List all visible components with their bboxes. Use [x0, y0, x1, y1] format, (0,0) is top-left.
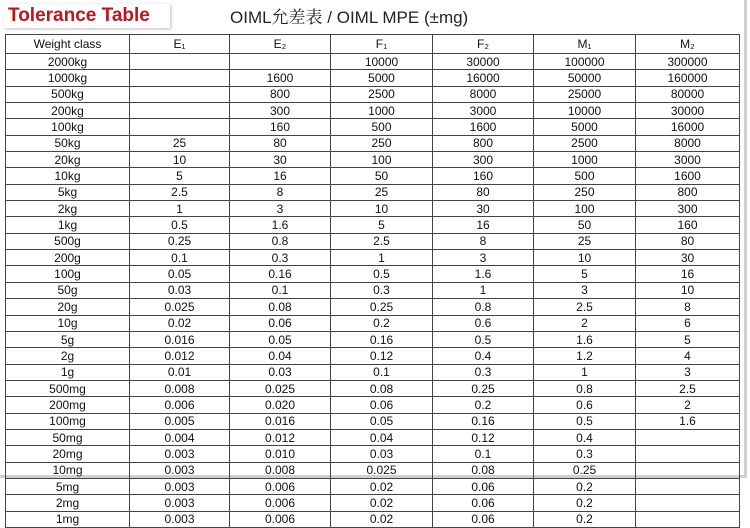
cell-f2: 0.16	[433, 413, 534, 429]
cell-weight-class: 50kg	[6, 135, 130, 151]
cell-f1: 0.02	[331, 478, 433, 494]
cell-e1: 0.012	[130, 348, 230, 364]
cell-m2: 3000	[636, 152, 740, 168]
cell-m2	[636, 429, 740, 445]
cell-m2: 800	[636, 184, 740, 200]
cell-m1: 1000	[534, 152, 636, 168]
cell-f2: 0.06	[433, 511, 534, 527]
cell-weight-class: 500g	[6, 233, 130, 249]
cell-f1: 0.05	[331, 413, 433, 429]
cell-e1: 2.5	[130, 184, 230, 200]
cell-e1: 0.003	[130, 495, 230, 511]
cell-f1: 0.2	[331, 315, 433, 331]
cell-e1: 0.003	[130, 446, 230, 462]
cell-m1: 25000	[534, 86, 636, 102]
table-row	[6, 364, 740, 380]
header-f1: F₁	[331, 35, 433, 54]
cell-m2: 80000	[636, 86, 740, 102]
cell-e1	[130, 103, 230, 119]
cell-m2: 300	[636, 201, 740, 217]
cell-e2: 0.012	[230, 429, 331, 445]
cell-weight-class: 5g	[6, 331, 130, 347]
cell-e2: 16	[230, 168, 331, 184]
cell-f2: 0.12	[433, 429, 534, 445]
table-row	[6, 250, 740, 266]
cell-m1: 0.2	[534, 511, 636, 527]
cell-e1: 0.004	[130, 429, 230, 445]
cell-e2: 0.05	[230, 331, 331, 347]
cell-e2: 0.08	[230, 299, 331, 315]
cell-m2: 10	[636, 282, 740, 298]
table-row	[6, 348, 740, 364]
tolerance-table	[5, 34, 740, 528]
cell-m1: 2.5	[534, 299, 636, 315]
table-header-row	[6, 35, 740, 54]
cell-e1: 0.016	[130, 331, 230, 347]
cell-f2: 0.6	[433, 315, 534, 331]
cell-e1: 0.25	[130, 233, 230, 249]
cell-e1: 0.003	[130, 462, 230, 478]
cell-m1: 10	[534, 250, 636, 266]
cell-f1: 0.02	[331, 511, 433, 527]
header-weight-class: Weight class	[6, 35, 130, 54]
cell-f2: 16000	[433, 70, 534, 86]
cell-f2: 0.8	[433, 299, 534, 315]
cell-m1: 100	[534, 201, 636, 217]
cell-e1	[130, 119, 230, 135]
cell-m2: 30000	[636, 103, 740, 119]
cell-m1: 0.3	[534, 446, 636, 462]
cell-m1: 1	[534, 364, 636, 380]
cell-f1: 50	[331, 168, 433, 184]
table-row	[6, 331, 740, 347]
cell-f1: 250	[331, 135, 433, 151]
cell-m2: 160000	[636, 70, 740, 86]
cell-m2	[636, 462, 740, 478]
cell-f1: 2500	[331, 86, 433, 102]
cell-m1: 0.4	[534, 429, 636, 445]
table-row	[6, 413, 740, 429]
cell-e1: 0.1	[130, 250, 230, 266]
cell-e1: 25	[130, 135, 230, 151]
cell-f2: 0.06	[433, 478, 534, 494]
cell-m2: 4	[636, 348, 740, 364]
cell-e2: 0.06	[230, 315, 331, 331]
cell-f1: 5	[331, 217, 433, 233]
cell-f1: 0.3	[331, 282, 433, 298]
table-row	[6, 103, 740, 119]
table-row	[6, 495, 740, 511]
cell-m2	[636, 511, 740, 527]
cell-f1: 10	[331, 201, 433, 217]
table-row	[6, 201, 740, 217]
cell-f2: 0.5	[433, 331, 534, 347]
cell-f2: 0.4	[433, 348, 534, 364]
cell-m1: 25	[534, 233, 636, 249]
cell-e1: 0.03	[130, 282, 230, 298]
cell-f2: 16	[433, 217, 534, 233]
table-row	[6, 266, 740, 282]
cell-f1: 0.02	[331, 495, 433, 511]
cell-weight-class: 10g	[6, 315, 130, 331]
cell-e2: 800	[230, 86, 331, 102]
cell-e2: 300	[230, 103, 331, 119]
cell-f1: 1	[331, 250, 433, 266]
table-row	[6, 86, 740, 102]
cell-e1: 0.01	[130, 364, 230, 380]
cell-m2: 6	[636, 315, 740, 331]
cell-e2: 160	[230, 119, 331, 135]
cell-weight-class: 10kg	[6, 168, 130, 184]
cell-m2: 8	[636, 299, 740, 315]
table-title: OIML允差表 / OIML MPE (±mg)	[230, 8, 469, 27]
cell-f1: 0.025	[331, 462, 433, 478]
table-row	[6, 282, 740, 298]
cell-e2	[230, 54, 331, 70]
cell-e1: 0.5	[130, 217, 230, 233]
cell-e2: 1600	[230, 70, 331, 86]
table-row	[6, 119, 740, 135]
cell-e2: 0.020	[230, 397, 331, 413]
table-row	[6, 299, 740, 315]
cell-weight-class: 1g	[6, 364, 130, 380]
cell-weight-class: 200g	[6, 250, 130, 266]
cell-f2: 0.06	[433, 495, 534, 511]
cell-e2: 0.025	[230, 380, 331, 396]
cell-f2: 80	[433, 184, 534, 200]
cell-f1: 0.12	[331, 348, 433, 364]
header-m2: M₂	[636, 35, 740, 54]
cell-e2: 30	[230, 152, 331, 168]
cell-m1: 50000	[534, 70, 636, 86]
table-row	[6, 54, 740, 70]
cell-m1: 10000	[534, 103, 636, 119]
cell-weight-class: 50g	[6, 282, 130, 298]
header-f2: F₂	[433, 35, 534, 54]
cell-f2: 0.2	[433, 397, 534, 413]
cell-m1: 100000	[534, 54, 636, 70]
cell-f2: 30	[433, 201, 534, 217]
cell-f1: 0.03	[331, 446, 433, 462]
table-row	[6, 511, 740, 527]
cell-e1: 5	[130, 168, 230, 184]
cell-m1: 250	[534, 184, 636, 200]
cell-m2: 16000	[636, 119, 740, 135]
cell-m2	[636, 446, 740, 462]
cell-e2: 0.04	[230, 348, 331, 364]
cell-f2: 0.3	[433, 364, 534, 380]
cell-m1: 5000	[534, 119, 636, 135]
table-row	[6, 168, 740, 184]
cell-f2: 8000	[433, 86, 534, 102]
cell-e2: 0.8	[230, 233, 331, 249]
cell-e1: 0.025	[130, 299, 230, 315]
cell-e2: 0.006	[230, 495, 331, 511]
cell-weight-class: 200mg	[6, 397, 130, 413]
cell-f2: 1600	[433, 119, 534, 135]
cell-e2: 1.6	[230, 217, 331, 233]
header-e2: E₂	[230, 35, 331, 54]
table-row	[6, 429, 740, 445]
cell-f2: 160	[433, 168, 534, 184]
cell-e2: 0.010	[230, 446, 331, 462]
cell-weight-class: 10mg	[6, 462, 130, 478]
cell-e2: 0.006	[230, 478, 331, 494]
cell-weight-class: 20g	[6, 299, 130, 315]
table-row	[6, 184, 740, 200]
cell-f1: 0.08	[331, 380, 433, 396]
cell-weight-class: 500kg	[6, 86, 130, 102]
table-row	[6, 315, 740, 331]
cell-weight-class: 1mg	[6, 511, 130, 527]
cell-m1: 3	[534, 282, 636, 298]
cell-e2: 0.03	[230, 364, 331, 380]
tolerance-table-badge: Tolerance Table	[4, 4, 170, 28]
cell-e1: 10	[130, 152, 230, 168]
cell-m1: 500	[534, 168, 636, 184]
cell-f1: 100	[331, 152, 433, 168]
cell-m1: 0.2	[534, 478, 636, 494]
cell-m2: 80	[636, 233, 740, 249]
cell-m2: 300000	[636, 54, 740, 70]
cell-f2: 3	[433, 250, 534, 266]
cell-weight-class: 2kg	[6, 201, 130, 217]
cell-weight-class: 5mg	[6, 478, 130, 494]
cell-e2: 8	[230, 184, 331, 200]
table-body	[6, 54, 740, 528]
table-row	[6, 70, 740, 86]
cell-m2: 30	[636, 250, 740, 266]
cell-weight-class: 1000kg	[6, 70, 130, 86]
cell-weight-class: 20mg	[6, 446, 130, 462]
cell-f2: 1	[433, 282, 534, 298]
cell-weight-class: 1kg	[6, 217, 130, 233]
table-row	[6, 462, 740, 478]
cell-f2: 1.6	[433, 266, 534, 282]
cell-e2: 0.006	[230, 511, 331, 527]
cell-m2: 5	[636, 331, 740, 347]
cell-m1: 2	[534, 315, 636, 331]
cell-f2: 0.08	[433, 462, 534, 478]
cell-e2: 0.16	[230, 266, 331, 282]
cell-weight-class: 200kg	[6, 103, 130, 119]
cell-e2: 0.016	[230, 413, 331, 429]
table-row	[6, 152, 740, 168]
table-row	[6, 217, 740, 233]
cell-m2: 2.5	[636, 380, 740, 396]
header-m1: M₁	[534, 35, 636, 54]
header	[0, 0, 744, 32]
cell-e1: 1	[130, 201, 230, 217]
cell-e1	[130, 70, 230, 86]
cell-m1: 2500	[534, 135, 636, 151]
cell-m1: 0.25	[534, 462, 636, 478]
cell-e2: 3	[230, 201, 331, 217]
cell-f2: 0.25	[433, 380, 534, 396]
cell-e1: 0.005	[130, 413, 230, 429]
cell-m2: 1.6	[636, 413, 740, 429]
header-e1: E₁	[130, 35, 230, 54]
cell-m1: 0.5	[534, 413, 636, 429]
cell-f2: 3000	[433, 103, 534, 119]
cell-m2: 1600	[636, 168, 740, 184]
cell-f1: 500	[331, 119, 433, 135]
cell-e1: 0.003	[130, 511, 230, 527]
cell-f1: 0.5	[331, 266, 433, 282]
cell-f2: 300	[433, 152, 534, 168]
cell-m1: 0.2	[534, 495, 636, 511]
cell-m2: 8000	[636, 135, 740, 151]
cell-weight-class: 2g	[6, 348, 130, 364]
cell-m1: 50	[534, 217, 636, 233]
table-row	[6, 233, 740, 249]
cell-f1: 0.25	[331, 299, 433, 315]
cell-e1: 0.003	[130, 478, 230, 494]
cell-f2: 30000	[433, 54, 534, 70]
cell-e2: 80	[230, 135, 331, 151]
cell-f2: 0.1	[433, 446, 534, 462]
cell-e2: 0.1	[230, 282, 331, 298]
cell-e1: 0.05	[130, 266, 230, 282]
cell-f1: 10000	[331, 54, 433, 70]
cell-e1	[130, 54, 230, 70]
cell-f2: 800	[433, 135, 534, 151]
cell-m1: 0.6	[534, 397, 636, 413]
cell-m1: 1.2	[534, 348, 636, 364]
cell-e1	[130, 86, 230, 102]
cell-f1: 0.04	[331, 429, 433, 445]
table-row	[6, 446, 740, 462]
cell-weight-class: 50mg	[6, 429, 130, 445]
cell-m1: 0.8	[534, 380, 636, 396]
cell-weight-class: 5kg	[6, 184, 130, 200]
cell-e1: 0.006	[130, 397, 230, 413]
cell-f1: 1000	[331, 103, 433, 119]
cell-weight-class: 100mg	[6, 413, 130, 429]
cell-weight-class: 20kg	[6, 152, 130, 168]
cell-weight-class: 100kg	[6, 119, 130, 135]
cell-weight-class: 2000kg	[6, 54, 130, 70]
table-row	[6, 380, 740, 396]
cell-e2: 0.3	[230, 250, 331, 266]
cell-f1: 0.16	[331, 331, 433, 347]
cell-weight-class: 100g	[6, 266, 130, 282]
cell-e2: 0.008	[230, 462, 331, 478]
cell-e1: 0.02	[130, 315, 230, 331]
cell-m1: 5	[534, 266, 636, 282]
cell-f2: 8	[433, 233, 534, 249]
cell-m2: 3	[636, 364, 740, 380]
cell-m2: 16	[636, 266, 740, 282]
cell-weight-class: 2mg	[6, 495, 130, 511]
cell-weight-class: 500mg	[6, 380, 130, 396]
cell-m2: 2	[636, 397, 740, 413]
table-row	[6, 397, 740, 413]
cell-f1: 0.1	[331, 364, 433, 380]
cell-m2	[636, 495, 740, 511]
cell-f1: 25	[331, 184, 433, 200]
cell-m2: 160	[636, 217, 740, 233]
cell-f1: 2.5	[331, 233, 433, 249]
cell-m1: 1.6	[534, 331, 636, 347]
cell-f1: 0.06	[331, 397, 433, 413]
table-row	[6, 135, 740, 151]
cell-f1: 5000	[331, 70, 433, 86]
cell-e1: 0.008	[130, 380, 230, 396]
